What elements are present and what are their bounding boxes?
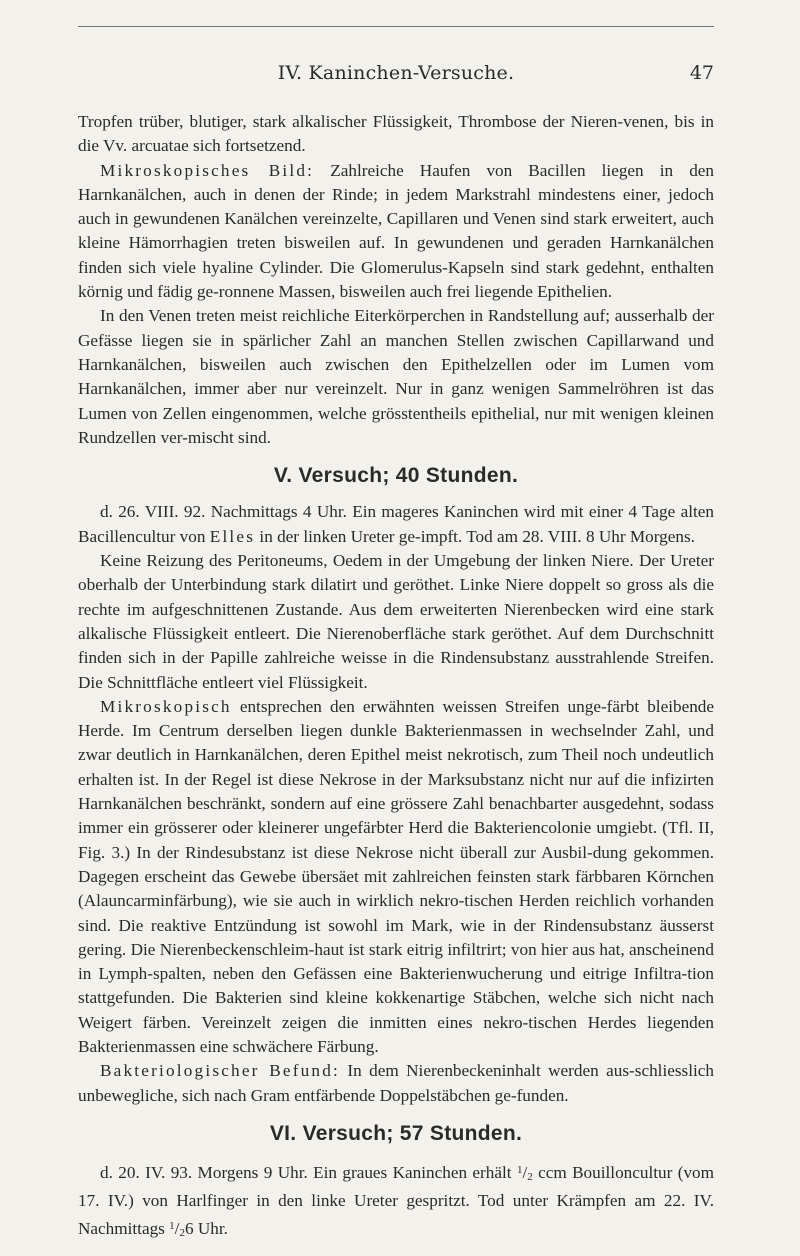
mikroskopisch-label: Mikroskopisch: [100, 696, 232, 716]
bakteriologischer-befund-label: Bakteriologischer Befund:: [100, 1061, 340, 1081]
page-number: 47: [689, 62, 714, 84]
versuch-6-intro-b: ccm Bouilloncultur (vom 17. IV.) von Harlfinger in den linke Ureter gespritzt. Tod unter Krämpfen am 22. IV. Nachmittags: [78, 1163, 714, 1238]
mikroskopisches-bild-text: Zahlreiche Haufen von Bacillen liegen in den Harnkanälchen, auch in denen der Rinde; in jedem Markstrahl mindestens einer, jedoch auch in gewundenen Kanälchen vereinzelte, Capillaren und Venen sind stark erweitert, auch kleine Hämorrhagien treten bisweilen auf. In gewundenen und geraden Harnkanälchen finden sich viele hyaline Cylinder. Die Glomerulus-Kapseln sind stark gedehnt, enthalten körnig und fädig ge-ronnene Massen, bisweilen auch frei liegende Epithelien.: [78, 160, 715, 302]
author-name-elles: Elles: [209, 526, 256, 546]
running-header: [78, 62, 714, 88]
body-text: [78, 110, 714, 1245]
versuch-6-intro-c: 6 Uhr.: [184, 1218, 228, 1238]
paragraph-mikroskopisches-bild: [78, 159, 714, 305]
paragraph-venen: In den Venen treten meist reichliche Eiterkörperchen in Randstellung auf; ausserhalb der Gefässe liegen sie in spärlicher Zahl an manchen Stellen zwischen Capillarwand und Harnkanälchen, bisweilen auch zwischen den Epithelzellen oder im Lumen vom Harnkanälchen, immer aber nur vereinzelt. Nur in ganz wenigen Sammelröhren ist das Lumen von Zellen eingenommen, welche grösstentheils epithelial, nur mit wenigen kleinen Rundzellen ver-mischt sind.: [78, 306, 714, 447]
mikroskopisches-bild-label: Mikroskopisches Bild:: [100, 160, 315, 180]
paragraph-versuch-6-intro: [78, 1158, 714, 1245]
bakteriologischer-befund-text: In dem Nierenbeckeninhalt werden aus-schliesslich unbewegliche, sich nach Gram entfärbende Doppelstäbchen ge-funden.: [78, 1061, 715, 1105]
versuch-5-intro-a: d. 26. VIII. 92. Nachmittags 4 Uhr. Ein mageres Kaninchen wird mit einer 4 Tage alten Bacillencultur von: [78, 502, 714, 546]
versuch-5-intro-b: in der linken Ureter ge-impft. Tod am 28. VIII. 8 Uhr Morgens.: [259, 526, 695, 546]
section-heading-versuch-5: V. Versuch; 40 Stunden.: [273, 464, 519, 488]
mikroskopisch-text: entsprechen den erwähnten weissen Streifen unge-färbt bleibende Herde. Im Centrum derselben liegen dunkle Bakterienmassen in wechselnder Zahl, und zwar deutlich in Harnkanälchen, deren Epithel meist nekrotisch, zum Theil noch undeutlich erhalten ist. In der Regel ist diese Nekrose in der Marksubstanz nicht nur auf die infizirten Harnkanälchen beschränkt, sondern auf eine grössere Zahl benachbarter ausgedehnt, sodass immer ein grösserer oder kleinerer ungefärbter Herd die Bakteriencolonie umgiebt. (Tfl. II, Fig. 3.) In der Rindesubstanz ist diese Nekrose nicht überall zur Ausbil-dung gekommen. Dagegen erscheint das Gewebe übersäet mit zahlreichen feinsten stark färbbaren Körnchen (Alauncarminfärbung), wie sie auch in wirklich nekro-tischen Herden reichlich vorhanden sind. Die reaktive Entzündung ist sowohl im Mark, wie in der Rindensubstanz äusserst gering. Die Nierenbeckenschleim-haut ist stark eitrig infiltrirt; von hier aus hat, anscheinend in Lymph-spalten, neben den Gefässen eine Bakterienwucherung und eitrige Infiltra-tion stattgefunden. Die Bakterien sind kleine kokkenartige Stäbchen, welche sich nicht nach Weigert färben. Vereinzelt zeigen die inmitten eines nekro-tischen Herdes liegenden Bakterienmassen eine schwächere Färbung.: [78, 696, 715, 1056]
paragraph-intro: Tropfen trüber, blutiger, stark alkalischer Flüssigkeit, Thrombose der Nieren-venen, bis in die Vv. arcuatae sich fortsetzend.: [78, 112, 714, 156]
fraction-half-2: $^1$/2: [169, 1218, 185, 1239]
section-heading-versuch-6: VI. Versuch; 57 Stunden.: [269, 1121, 523, 1145]
versuch-6-intro-a: d. 20. IV. 93. Morgens 9 Uhr. Ein graues Kaninchen erhält: [100, 1163, 512, 1183]
header-rule: [78, 26, 714, 27]
fraction-half-1: $^1$/2: [516, 1163, 533, 1184]
paragraph-bakteriologischer-befund: [78, 1059, 714, 1108]
paragraph-versuch-5-befund: Keine Reizung des Peritoneums, Oedem in der Umgebung der linken Niere. Der Ureter oberhalb der Unterbindung stark dilatirt und geröthet. Linke Niere doppelt so gross als die rechte im aufgeschnittenen Zustande. Aus dem erweiterten Nierenbecken wird eine stark alkalische Flüssigkeit entleert. Die Nierenoberfläche stark geröthet. Auf dem Durchschnitt finden sich in der Papille zahlreiche weisse in die Rindensubstanz ausstrahlende Streifen. Die Schnittfläche entleert viel Flüssigkeit.: [78, 551, 714, 692]
paragraph-versuch-5-intro: [78, 500, 714, 549]
running-title: IV. Kaninchen-Versuche.: [277, 62, 515, 84]
paragraph-versuch-5-mikroskopisch: [78, 695, 714, 1059]
